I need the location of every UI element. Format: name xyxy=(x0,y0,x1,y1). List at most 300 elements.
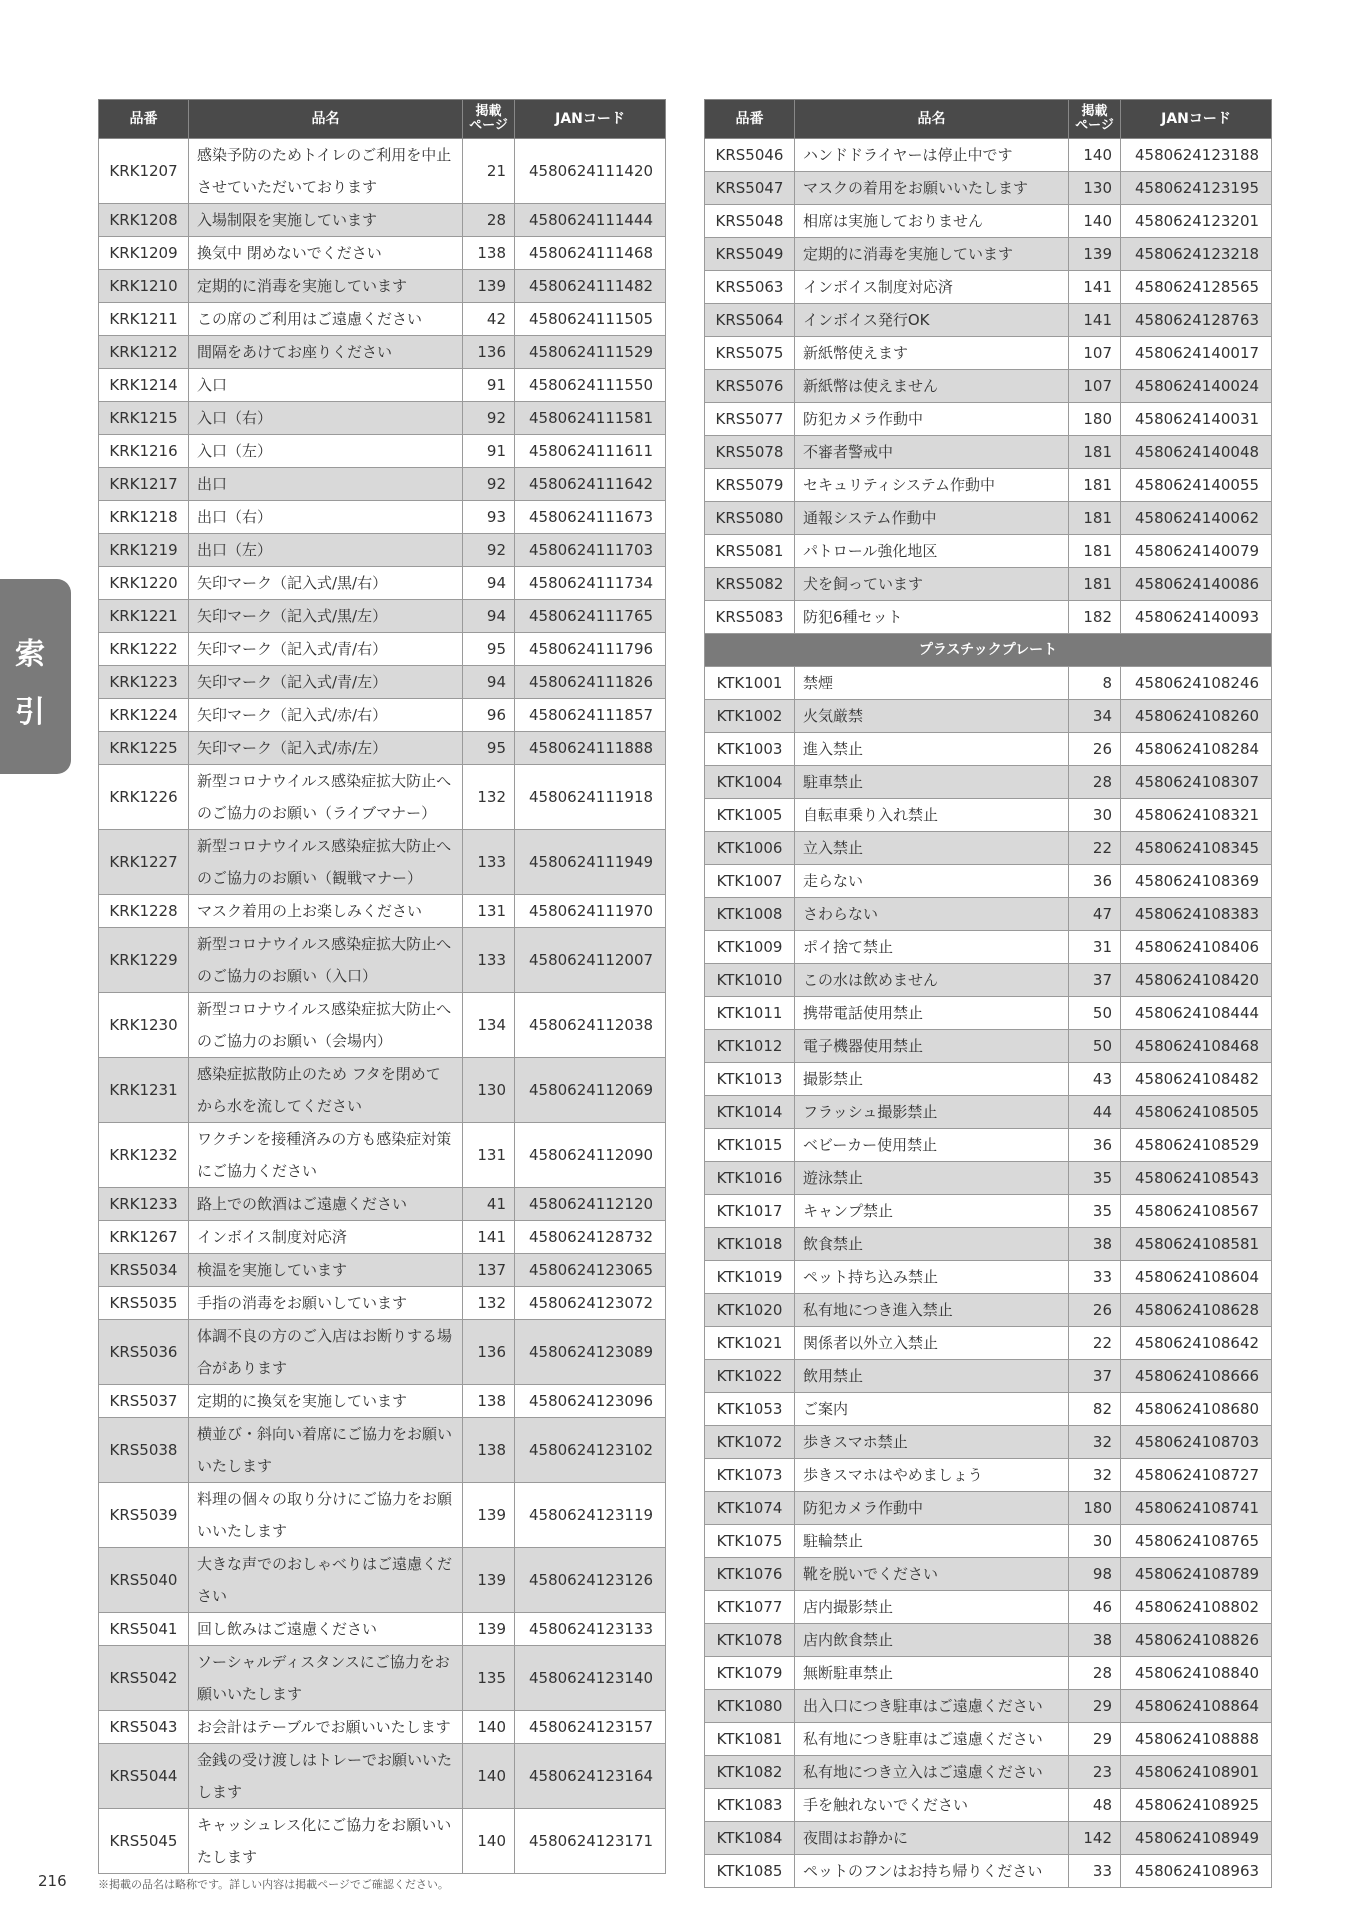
product-name: 出口 xyxy=(189,468,463,501)
table-row xyxy=(99,1711,666,1744)
product-code: KTK1016 xyxy=(705,1162,795,1195)
product-name: インボイス制度対応済 xyxy=(189,1221,463,1254)
table-row xyxy=(705,1393,1272,1426)
jan-code: 4580624111444 xyxy=(515,204,666,237)
page-ref: 32 xyxy=(1069,1426,1121,1459)
page-ref: 26 xyxy=(1069,733,1121,766)
table-row xyxy=(99,204,666,237)
product-name: 電子機器使用禁止 xyxy=(795,1030,1069,1063)
product-code: KTK1002 xyxy=(705,700,795,733)
page-ref: 35 xyxy=(1069,1162,1121,1195)
index-side-tab xyxy=(0,579,71,774)
page-ref: 139 xyxy=(463,270,515,303)
page-ref: 182 xyxy=(1069,601,1121,634)
jan-code: 4580624140086 xyxy=(1121,568,1272,601)
product-name: ペット持ち込み禁止 xyxy=(795,1261,1069,1294)
jan-code: 4580624111581 xyxy=(515,402,666,435)
table-row xyxy=(99,1809,666,1874)
jan-code: 4580624108260 xyxy=(1121,700,1272,733)
page-ref: 130 xyxy=(463,1058,515,1123)
table-row xyxy=(705,403,1272,436)
jan-code: 4580624111918 xyxy=(515,765,666,830)
page-ref: 141 xyxy=(463,1221,515,1254)
product-name: パトロール強化地区 xyxy=(795,535,1069,568)
product-code: KTK1081 xyxy=(705,1723,795,1756)
table-row xyxy=(99,732,666,765)
table-row xyxy=(99,1483,666,1548)
product-code: KRK1267 xyxy=(99,1221,189,1254)
table-row xyxy=(99,303,666,336)
jan-code: 4580624108901 xyxy=(1121,1756,1272,1789)
table-header-row xyxy=(99,100,666,139)
product-code: KRS5038 xyxy=(99,1418,189,1483)
product-name: 遊泳禁止 xyxy=(795,1162,1069,1195)
table-row xyxy=(99,1385,666,1418)
product-name: 大きな声でのおしゃべりはご遠慮ください xyxy=(189,1548,463,1613)
page-ref: 95 xyxy=(463,633,515,666)
table-row xyxy=(99,1287,666,1320)
product-code: KTK1072 xyxy=(705,1426,795,1459)
product-name: 店内撮影禁止 xyxy=(795,1591,1069,1624)
jan-code: 4580624111796 xyxy=(515,633,666,666)
product-name: 飲用禁止 xyxy=(795,1360,1069,1393)
page-ref: 36 xyxy=(1069,865,1121,898)
page-ref: 92 xyxy=(463,468,515,501)
page-ref: 181 xyxy=(1069,568,1121,601)
product-code: KRS5076 xyxy=(705,370,795,403)
product-code: KRK1223 xyxy=(99,666,189,699)
page-ref: 98 xyxy=(1069,1558,1121,1591)
jan-code: 4580624108741 xyxy=(1121,1492,1272,1525)
product-name: 出口（右） xyxy=(189,501,463,534)
product-name: ソーシャルディスタンスにご協力をお願いいたします xyxy=(189,1646,463,1711)
page-ref: 92 xyxy=(463,534,515,567)
product-code: KRK1218 xyxy=(99,501,189,534)
product-code: KRS5040 xyxy=(99,1548,189,1613)
table-row xyxy=(705,832,1272,865)
page-ref: 95 xyxy=(463,732,515,765)
product-name: ハンドドライヤーは停止中です xyxy=(795,139,1069,172)
page-ref: 48 xyxy=(1069,1789,1121,1822)
table-row xyxy=(705,1096,1272,1129)
page-ref: 140 xyxy=(1069,205,1121,238)
jan-code: 4580624108802 xyxy=(1121,1591,1272,1624)
table-row xyxy=(705,1063,1272,1096)
jan-code: 4580624123164 xyxy=(515,1744,666,1809)
page-ref: 141 xyxy=(1069,271,1121,304)
table-row xyxy=(705,1624,1272,1657)
page-ref: 37 xyxy=(1069,1360,1121,1393)
product-name: 不審者警戒中 xyxy=(795,436,1069,469)
page-ref: 41 xyxy=(463,1188,515,1221)
jan-code: 4580624108963 xyxy=(1121,1855,1272,1888)
jan-code: 4580624111673 xyxy=(515,501,666,534)
jan-code: 4580624123102 xyxy=(515,1418,666,1483)
product-code: KRS5037 xyxy=(99,1385,189,1418)
header-code: 品番 xyxy=(705,100,795,139)
product-code: KTK1020 xyxy=(705,1294,795,1327)
jan-code: 4580624123140 xyxy=(515,1646,666,1711)
product-name: 私有地につき駐車はご遠慮ください xyxy=(795,1723,1069,1756)
product-name: さわらない xyxy=(795,898,1069,931)
jan-code: 4580624108765 xyxy=(1121,1525,1272,1558)
product-name: 横並び・斜向い着席にご協力をお願いいたします xyxy=(189,1418,463,1483)
table-row xyxy=(705,370,1272,403)
page-ref: 28 xyxy=(1069,766,1121,799)
page-ref: 96 xyxy=(463,699,515,732)
table-row xyxy=(705,139,1272,172)
page-ref: 138 xyxy=(463,1385,515,1418)
jan-code: 4580624140055 xyxy=(1121,469,1272,502)
product-code: KTK1012 xyxy=(705,1030,795,1063)
jan-code: 4580624108369 xyxy=(1121,865,1272,898)
page-ref: 37 xyxy=(1069,964,1121,997)
product-name: インボイス発行OK xyxy=(795,304,1069,337)
table-body-left xyxy=(99,139,666,1874)
product-name: 新型コロナウイルス感染症拡大防止へのご協力のお願い（ライブマナー） xyxy=(189,765,463,830)
product-code: KRS5034 xyxy=(99,1254,189,1287)
product-code: KRS5048 xyxy=(705,205,795,238)
product-name: インボイス制度対応済 xyxy=(795,271,1069,304)
product-code: KRK1211 xyxy=(99,303,189,336)
product-code: KRS5081 xyxy=(705,535,795,568)
product-code: KRK1216 xyxy=(99,435,189,468)
table-row xyxy=(705,238,1272,271)
page-ref: 135 xyxy=(463,1646,515,1711)
table-row xyxy=(99,1646,666,1711)
product-name: 犬を飼っています xyxy=(795,568,1069,601)
table-row xyxy=(705,1228,1272,1261)
product-name: 防犯カメラ作動中 xyxy=(795,403,1069,436)
page-ref: 140 xyxy=(463,1711,515,1744)
table-row xyxy=(705,337,1272,370)
page-ref: 107 xyxy=(1069,337,1121,370)
jan-code: 4580624111482 xyxy=(515,270,666,303)
product-name: ペットのフンはお持ち帰りください xyxy=(795,1855,1069,1888)
product-name: 歩きスマホ禁止 xyxy=(795,1426,1069,1459)
product-code: KRS5075 xyxy=(705,337,795,370)
jan-code: 4580624111857 xyxy=(515,699,666,732)
product-name: 禁煙 xyxy=(795,667,1069,700)
table-row xyxy=(705,1822,1272,1855)
table-row xyxy=(705,997,1272,1030)
product-code: KTK1085 xyxy=(705,1855,795,1888)
product-code: KTK1017 xyxy=(705,1195,795,1228)
product-code: KRK1232 xyxy=(99,1123,189,1188)
page-ref: 138 xyxy=(463,237,515,270)
product-name: 矢印マーク（記入式/赤/左） xyxy=(189,732,463,765)
table-header-row xyxy=(705,100,1272,139)
product-code: KTK1008 xyxy=(705,898,795,931)
jan-code: 4580624111703 xyxy=(515,534,666,567)
product-name: 私有地につき立入はご遠慮ください xyxy=(795,1756,1069,1789)
jan-code: 4580624128763 xyxy=(1121,304,1272,337)
page-ref: 132 xyxy=(463,1287,515,1320)
jan-code: 4580624108482 xyxy=(1121,1063,1272,1096)
jan-code: 4580624123119 xyxy=(515,1483,666,1548)
table-row xyxy=(705,667,1272,700)
table-row xyxy=(705,1690,1272,1723)
jan-code: 4580624108505 xyxy=(1121,1096,1272,1129)
page-ref: 139 xyxy=(1069,238,1121,271)
page-ref: 31 xyxy=(1069,931,1121,964)
header-page: 掲載 ページ xyxy=(463,100,515,139)
page-ref: 139 xyxy=(463,1483,515,1548)
jan-code: 4580624108321 xyxy=(1121,799,1272,832)
product-code: KTK1084 xyxy=(705,1822,795,1855)
jan-code: 4580624108604 xyxy=(1121,1261,1272,1294)
table-row xyxy=(705,1195,1272,1228)
section-header-row xyxy=(705,634,1272,667)
product-name: 出入口につき駐車はご遠慮ください xyxy=(795,1690,1069,1723)
jan-code: 4580624123065 xyxy=(515,1254,666,1287)
table-row xyxy=(99,928,666,993)
table-row xyxy=(705,1591,1272,1624)
product-name: 新型コロナウイルス感染症拡大防止へのご協力のお願い（会場内） xyxy=(189,993,463,1058)
product-code: KRK1215 xyxy=(99,402,189,435)
jan-code: 4580624123171 xyxy=(515,1809,666,1874)
table-row xyxy=(705,1030,1272,1063)
table-row xyxy=(99,1548,666,1613)
product-name: 防犯カメラ作動中 xyxy=(795,1492,1069,1525)
product-name: 火気厳禁 xyxy=(795,700,1069,733)
table-row xyxy=(99,1058,666,1123)
product-name: 矢印マーク（記入式/青/右） xyxy=(189,633,463,666)
product-name: ポイ捨て禁止 xyxy=(795,931,1069,964)
table-row xyxy=(705,1855,1272,1888)
table-row xyxy=(99,830,666,895)
product-code: KRK1233 xyxy=(99,1188,189,1221)
product-name: 通報システム作動中 xyxy=(795,502,1069,535)
product-name: 入口（右） xyxy=(189,402,463,435)
table-row xyxy=(705,1294,1272,1327)
table-row xyxy=(99,1744,666,1809)
product-code: KRS5064 xyxy=(705,304,795,337)
product-name: 駐輪禁止 xyxy=(795,1525,1069,1558)
product-name: 新紙幣は使えません xyxy=(795,370,1069,403)
table-row xyxy=(99,369,666,402)
product-code: KTK1076 xyxy=(705,1558,795,1591)
jan-code: 4580624123096 xyxy=(515,1385,666,1418)
page-ref: 131 xyxy=(463,895,515,928)
jan-code: 4580624108383 xyxy=(1121,898,1272,931)
product-code: KRS5047 xyxy=(705,172,795,205)
table-row xyxy=(705,535,1272,568)
header-page: 掲載 ページ xyxy=(1069,100,1121,139)
page-ref: 140 xyxy=(463,1809,515,1874)
jan-code: 4580624108420 xyxy=(1121,964,1272,997)
table-row xyxy=(705,469,1272,502)
jan-code: 4580624123201 xyxy=(1121,205,1272,238)
table-row xyxy=(99,1123,666,1188)
jan-code: 4580624140031 xyxy=(1121,403,1272,436)
table-row xyxy=(99,765,666,830)
page-ref: 132 xyxy=(463,765,515,830)
product-code: KRK1222 xyxy=(99,633,189,666)
product-name: お会計はテーブルでお願いいたします xyxy=(189,1711,463,1744)
product-code: KRS5079 xyxy=(705,469,795,502)
table-row xyxy=(705,1129,1272,1162)
page-ref: 94 xyxy=(463,600,515,633)
table-row xyxy=(705,271,1272,304)
product-name: 私有地につき進入禁止 xyxy=(795,1294,1069,1327)
page-ref: 8 xyxy=(1069,667,1121,700)
jan-code: 4580624108840 xyxy=(1121,1657,1272,1690)
product-name: 矢印マーク（記入式/黒/右） xyxy=(189,567,463,600)
product-code: KTK1011 xyxy=(705,997,795,1030)
page-ref: 50 xyxy=(1069,1030,1121,1063)
page-ref: 22 xyxy=(1069,1327,1121,1360)
product-name: セキュリティシステム作動中 xyxy=(795,469,1069,502)
product-code: KTK1009 xyxy=(705,931,795,964)
table-row xyxy=(99,666,666,699)
page-ref: 50 xyxy=(1069,997,1121,1030)
jan-code: 4580624123188 xyxy=(1121,139,1272,172)
jan-code: 4580624123218 xyxy=(1121,238,1272,271)
product-code: KRK1212 xyxy=(99,336,189,369)
jan-code: 4580624111765 xyxy=(515,600,666,633)
product-code: KRK1225 xyxy=(99,732,189,765)
product-name: 走らない xyxy=(795,865,1069,898)
jan-code: 4580624108284 xyxy=(1121,733,1272,766)
page-ref: 141 xyxy=(1069,304,1121,337)
table-row xyxy=(99,1613,666,1646)
product-name: 路上での飲酒はご遠慮ください xyxy=(189,1188,463,1221)
jan-code: 4580624108543 xyxy=(1121,1162,1272,1195)
page-ref: 134 xyxy=(463,993,515,1058)
jan-code: 4580624123133 xyxy=(515,1613,666,1646)
table-row xyxy=(99,1221,666,1254)
page-ref: 94 xyxy=(463,567,515,600)
product-code: KRS5080 xyxy=(705,502,795,535)
jan-code: 4580624140079 xyxy=(1121,535,1272,568)
product-code: KTK1006 xyxy=(705,832,795,865)
jan-code: 4580624140048 xyxy=(1121,436,1272,469)
jan-code: 4580624108826 xyxy=(1121,1624,1272,1657)
table-row xyxy=(705,436,1272,469)
jan-code: 4580624112007 xyxy=(515,928,666,993)
product-name: キャッシュレス化にご協力をお願いいたします xyxy=(189,1809,463,1874)
product-code: KTK1053 xyxy=(705,1393,795,1426)
product-code: KTK1083 xyxy=(705,1789,795,1822)
product-code: KRS5044 xyxy=(99,1744,189,1809)
jan-code: 4580624108949 xyxy=(1121,1822,1272,1855)
product-name: 入場制限を実施しています xyxy=(189,204,463,237)
page-ref: 140 xyxy=(1069,139,1121,172)
section-title: プラスチックプレート xyxy=(705,634,1272,667)
product-name: 回し飲みはご遠慮ください xyxy=(189,1613,463,1646)
product-name: 自転車乗り入れ禁止 xyxy=(795,799,1069,832)
page-ref: 33 xyxy=(1069,1855,1121,1888)
product-code: KRK1220 xyxy=(99,567,189,600)
product-code: KRK1210 xyxy=(99,270,189,303)
jan-code: 4580624123157 xyxy=(515,1711,666,1744)
product-name: 新型コロナウイルス感染症拡大防止へのご協力のお願い（観戦マナー） xyxy=(189,830,463,895)
page-ref: 139 xyxy=(463,1548,515,1613)
page-ref: 92 xyxy=(463,402,515,435)
jan-code: 4580624108666 xyxy=(1121,1360,1272,1393)
jan-code: 4580624108406 xyxy=(1121,931,1272,964)
table-row xyxy=(99,633,666,666)
jan-code: 4580624140017 xyxy=(1121,337,1272,370)
product-code: KTK1005 xyxy=(705,799,795,832)
jan-code: 4580624140093 xyxy=(1121,601,1272,634)
table-row xyxy=(99,435,666,468)
jan-code: 4580624108864 xyxy=(1121,1690,1272,1723)
product-name: 検温を実施しています xyxy=(189,1254,463,1287)
product-code: KRK1230 xyxy=(99,993,189,1058)
product-name: 定期的に消毒を実施しています xyxy=(189,270,463,303)
product-name: 関係者以外立入禁止 xyxy=(795,1327,1069,1360)
jan-code: 4580624123072 xyxy=(515,1287,666,1320)
table-row xyxy=(99,895,666,928)
jan-code: 4580624111420 xyxy=(515,139,666,204)
product-name: 感染症拡散防止のため フタを閉めてから水を流してください xyxy=(189,1058,463,1123)
jan-code: 4580624108444 xyxy=(1121,997,1272,1030)
jan-code: 4580624108628 xyxy=(1121,1294,1272,1327)
jan-code: 4580624112038 xyxy=(515,993,666,1058)
jan-code: 4580624111949 xyxy=(515,830,666,895)
product-code: KRS5036 xyxy=(99,1320,189,1385)
product-code: KTK1077 xyxy=(705,1591,795,1624)
page-ref: 133 xyxy=(463,928,515,993)
product-name: 料理の個々の取り分けにご協力をお願いいたします xyxy=(189,1483,463,1548)
product-code: KRS5063 xyxy=(705,271,795,304)
product-code: KRK1209 xyxy=(99,237,189,270)
table-row xyxy=(705,931,1272,964)
product-name: 撮影禁止 xyxy=(795,1063,1069,1096)
product-name: 出口（左） xyxy=(189,534,463,567)
page-ref: 26 xyxy=(1069,1294,1121,1327)
page-number: 216 xyxy=(38,1872,67,1890)
jan-code: 4580624123126 xyxy=(515,1548,666,1613)
header-name: 品名 xyxy=(795,100,1069,139)
product-code: KRS5035 xyxy=(99,1287,189,1320)
product-code: KRK1208 xyxy=(99,204,189,237)
jan-code: 4580624108703 xyxy=(1121,1426,1272,1459)
jan-code: 4580624140024 xyxy=(1121,370,1272,403)
product-name: ベビーカー使用禁止 xyxy=(795,1129,1069,1162)
product-name: 感染予防のためトイレのご利用を中止させていただいております xyxy=(189,139,463,204)
product-name: 換気中 閉めないでください xyxy=(189,237,463,270)
table-row xyxy=(705,1723,1272,1756)
table-row xyxy=(705,1789,1272,1822)
table-row xyxy=(705,1327,1272,1360)
table-body-right xyxy=(705,139,1272,1888)
product-code: KTK1021 xyxy=(705,1327,795,1360)
product-code: KTK1004 xyxy=(705,766,795,799)
jan-code: 4580624123089 xyxy=(515,1320,666,1385)
jan-code: 4580624108581 xyxy=(1121,1228,1272,1261)
page-ref: 181 xyxy=(1069,469,1121,502)
product-code: KRK1217 xyxy=(99,468,189,501)
header-jan: JANコード xyxy=(1121,100,1272,139)
table-row xyxy=(99,1188,666,1221)
table-row xyxy=(705,1492,1272,1525)
jan-code: 4580624112069 xyxy=(515,1058,666,1123)
page-ref: 130 xyxy=(1069,172,1121,205)
page-ref: 142 xyxy=(1069,1822,1121,1855)
product-code: KTK1080 xyxy=(705,1690,795,1723)
page-ref: 42 xyxy=(463,303,515,336)
product-name: 体調不良の方のご入店はお断りする場合があります xyxy=(189,1320,463,1385)
table-row xyxy=(99,1418,666,1483)
product-name: 店内飲食禁止 xyxy=(795,1624,1069,1657)
page-ref: 137 xyxy=(463,1254,515,1287)
product-name: ご案内 xyxy=(795,1393,1069,1426)
page-ref: 22 xyxy=(1069,832,1121,865)
table-row xyxy=(99,501,666,534)
